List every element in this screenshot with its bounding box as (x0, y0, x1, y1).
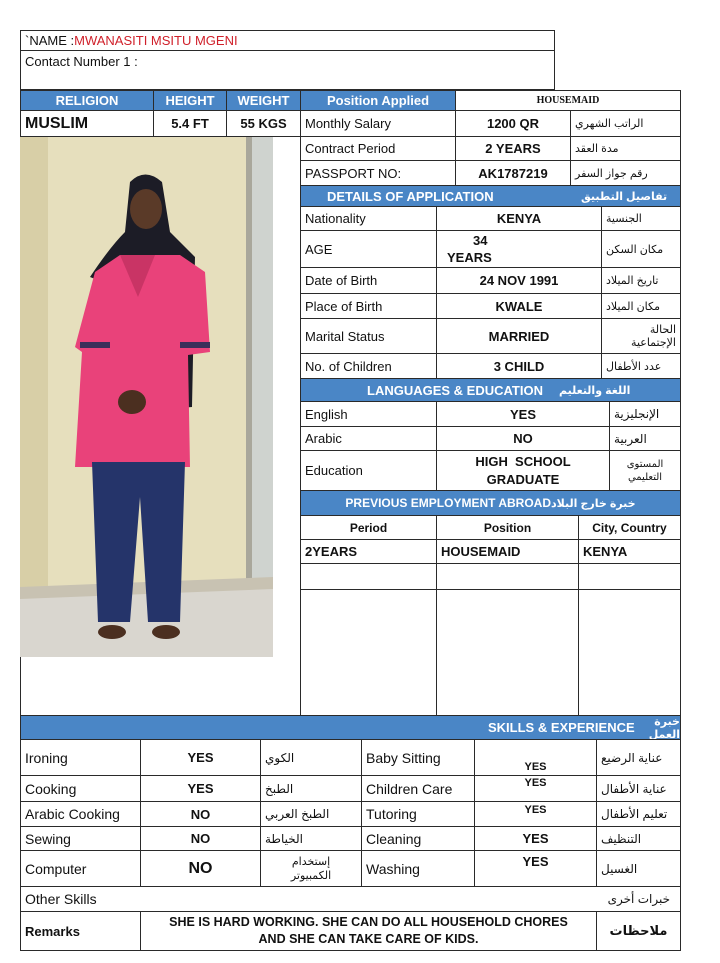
contract-ar: مدة العقد (570, 136, 681, 161)
skill-computer-value: NO (140, 850, 261, 887)
skill-cleaning-label: Cleaning (361, 826, 475, 851)
dob-label: Date of Birth (300, 267, 437, 294)
skill-tutoring-label: Tutoring (361, 801, 475, 827)
education-ar (609, 450, 681, 491)
skill-sewing-value: NO (140, 826, 261, 851)
english-value: YES (436, 401, 610, 427)
languages-title-ar: اللغة والتعليم (559, 384, 631, 397)
education-value (436, 450, 610, 491)
emp-city-header: City, Country (578, 515, 681, 540)
emp-empty-row-2b (436, 589, 579, 716)
age-number: 34 (473, 233, 488, 248)
emp-row-city: KENYA (578, 539, 681, 564)
remarks-line2: AND SHE CAN TAKE CARE OF KIDS. (258, 932, 479, 946)
skill-ironing-value: YES (140, 739, 261, 776)
skill-arabiccooking-ar: الطبخ العربي (260, 801, 362, 827)
emp-row-position: HOUSEMAID (436, 539, 579, 564)
skill-sewing-ar: الخياطة (260, 826, 362, 851)
other-skills-label: Other Skills (25, 891, 97, 907)
children-ar: عدد الأطفال (601, 353, 681, 379)
dob-ar: تاريخ الميلاد (601, 267, 681, 294)
details-title-ar: تفاصيل التطبيق (581, 190, 668, 203)
pob-label: Place of Birth (300, 293, 437, 319)
skill-cooking-ar: الطبخ (260, 775, 362, 802)
contract-label: Contract Period (300, 136, 456, 161)
remarks-label: Remarks (20, 911, 141, 951)
pob-ar: مكان الميلاد (601, 293, 681, 319)
age-value (436, 230, 602, 268)
employment-header (300, 490, 681, 516)
english-label: English (300, 401, 437, 427)
emp-position-header: Position (436, 515, 579, 540)
passport-label: PASSPORT NO: (300, 160, 456, 186)
skill-babysitting-ar: عناية الرضيع (596, 739, 681, 776)
age-label: AGE (300, 230, 437, 268)
age-ar: مكان السكن (601, 230, 681, 268)
skill-ironing-ar: الكوي (260, 739, 362, 776)
marital-label: Marital Status (300, 318, 437, 354)
emp-empty-row-1b (436, 563, 579, 590)
remarks-ar: ملاحظات (596, 911, 681, 951)
weight-value: 55 KGS (226, 110, 301, 137)
skills-title: SKILLS & EXPERIENCE (488, 720, 635, 735)
details-title: DETAILS OF APPLICATION (327, 188, 494, 204)
education-ar-line1: المستوى (626, 458, 664, 470)
details-header (300, 185, 681, 207)
salary-value: 1200 QR (455, 110, 571, 137)
marital-value: MARRIED (436, 318, 602, 354)
emp-empty-row-1a (300, 563, 437, 590)
employment-title-ar: خبرة خارج البلاد (551, 497, 636, 510)
education-line1: HIGH SCHOOL (475, 453, 571, 469)
remarks-line1: SHE IS HARD WORKING. SHE CAN DO ALL HOUSEHOLD CHORES (169, 915, 568, 929)
children-value: 3 CHILD (436, 353, 602, 379)
position-header: Position Applied (300, 90, 456, 111)
nationality-value: KENYA (436, 206, 602, 231)
photo-illustration (20, 137, 273, 657)
education-ar-line2: التعليمي (627, 471, 663, 483)
emp-period-header: Period (300, 515, 437, 540)
skill-cooking-label: Cooking (20, 775, 141, 802)
dob-value: 24 NOV 1991 (436, 267, 602, 294)
salary-label: Monthly Salary (300, 110, 456, 137)
height-value: 5.4 FT (153, 110, 227, 137)
applicant-photo (20, 137, 273, 657)
skill-babysitting-label: Baby Sitting (361, 739, 475, 776)
skill-cleaning-ar: التنظيف (596, 826, 681, 851)
skill-computer-ar-line1: إستخدام (291, 855, 331, 868)
nationality-ar: الجنسية (601, 206, 681, 231)
weight-header: WEIGHT (226, 90, 301, 111)
nationality-label: Nationality (300, 206, 437, 231)
english-ar: الإنجليزية (609, 401, 681, 427)
name-label: `NAME : (25, 33, 75, 48)
skill-ironing-label: Ironing (20, 739, 141, 776)
skill-arabiccooking-label: Arabic Cooking (20, 801, 141, 827)
languages-header (300, 378, 681, 402)
skill-computer-ar-line2: الكمبيوتر (290, 869, 332, 882)
remarks-text (140, 911, 597, 951)
skill-tutoring-ar: تعليم الأطفال (596, 801, 681, 827)
skill-childcare-value: YES (474, 775, 597, 802)
contact-row (20, 50, 555, 90)
marital-ar: الحالة الإجتماعية (601, 318, 681, 354)
skill-computer-ar (260, 850, 362, 887)
religion-header: RELIGION (20, 90, 154, 111)
skill-babysitting-value: YES (474, 739, 597, 776)
skill-washing-label: Washing (361, 850, 475, 887)
employment-title: PREVIOUS EMPLOYMENT ABROAD (345, 496, 551, 510)
arabic-value: NO (436, 426, 610, 451)
emp-empty-row-1c (578, 563, 681, 590)
skill-arabiccooking-value: NO (140, 801, 261, 827)
other-skills-row (20, 886, 681, 912)
religion-value: MUSLIM (20, 110, 154, 137)
skill-sewing-label: Sewing (20, 826, 141, 851)
salary-ar: الراتب الشهري (570, 110, 681, 137)
passport-ar: رقم جواز السفر (570, 160, 681, 186)
pob-value: KWALE (436, 293, 602, 319)
other-skills-ar: خبرات أخرى (607, 892, 670, 906)
skill-tutoring-value: YES (474, 801, 597, 827)
emp-empty-row-2a (300, 589, 437, 716)
contract-value: 2 YEARS (455, 136, 571, 161)
arabic-ar: العربية (609, 426, 681, 451)
position-value: HOUSEMAID (455, 90, 681, 111)
emp-row-period: 2YEARS (300, 539, 437, 564)
name-row (20, 30, 555, 51)
applicant-name: MWANASITI MSITU MGENI (74, 33, 238, 48)
skill-childcare-ar: عناية الأطفال (596, 775, 681, 802)
emp-empty-row-2c (578, 589, 681, 716)
skill-computer-label: Computer (20, 850, 141, 887)
skills-title-ar: خبرة العمل (648, 715, 680, 741)
height-header: HEIGHT (153, 90, 227, 111)
skill-cooking-value: YES (140, 775, 261, 802)
skills-header (20, 715, 681, 740)
skill-washing-ar: الغسيل (596, 850, 681, 887)
arabic-label: Arabic (300, 426, 437, 451)
education-label: Education (300, 450, 437, 491)
passport-value: AK1787219 (455, 160, 571, 186)
skill-washing-value: YES (474, 850, 597, 887)
skill-cleaning-value: YES (474, 826, 597, 851)
skill-childcare-label: Children Care (361, 775, 475, 802)
education-line2: GRADUATE (486, 471, 560, 487)
children-label: No. of Children (300, 353, 437, 379)
languages-title: LANGUAGES & EDUCATION (367, 382, 543, 398)
contact-label: Contact Number 1 : (25, 54, 138, 69)
age-unit: YEARS (447, 250, 492, 265)
